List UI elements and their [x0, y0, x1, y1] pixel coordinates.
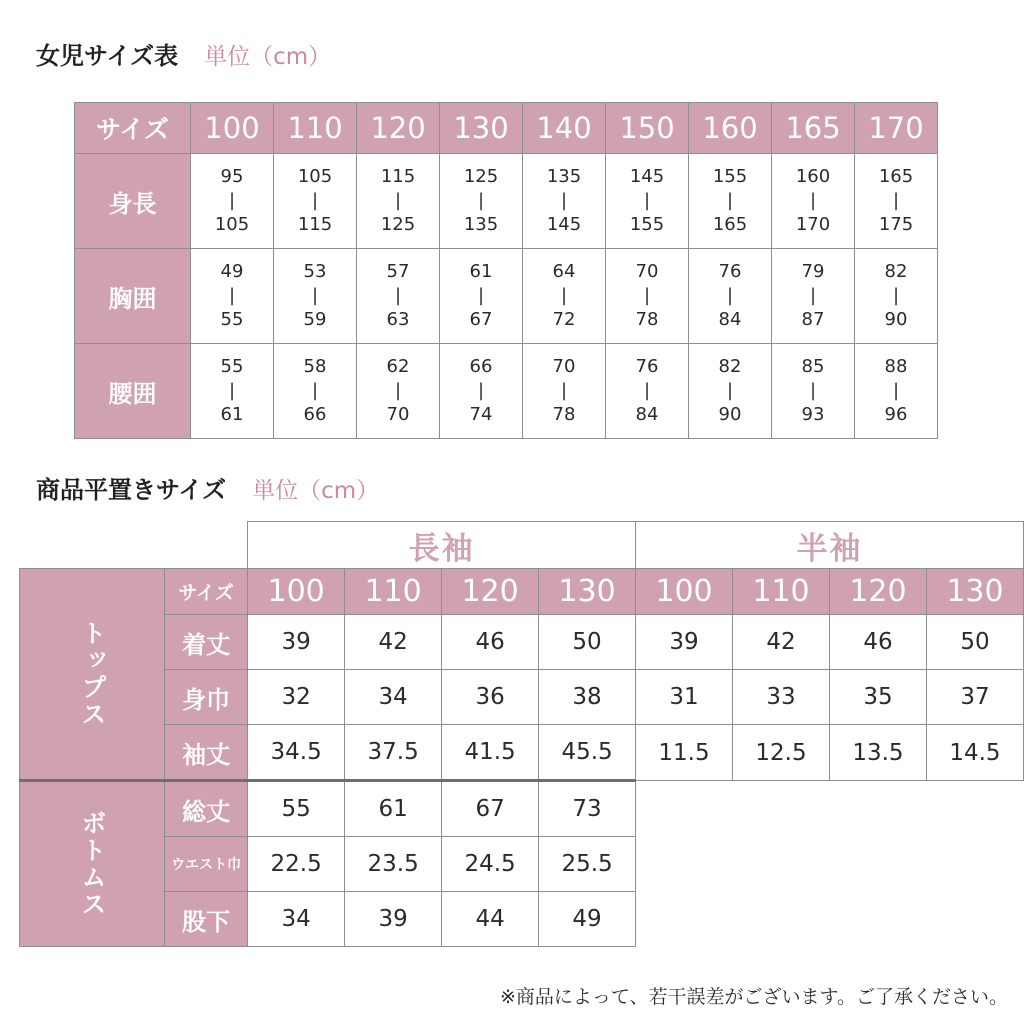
long-sleeve-value: 45.5 [539, 725, 636, 781]
range-min: 165 [878, 166, 914, 187]
range-separator: | [477, 380, 485, 401]
short-sleeve-value: 31 [636, 670, 733, 725]
range-min: 125 [463, 166, 499, 187]
range-separator: | [477, 190, 485, 211]
sleeve-category-row [20, 522, 1024, 569]
range-separator: | [311, 285, 319, 306]
range-cell [606, 249, 689, 344]
bottoms-value: 24.5 [442, 837, 539, 892]
tops-measurement-label: 着丈 [165, 615, 248, 670]
bottoms-value: 22.5 [248, 837, 345, 892]
range-separator: | [560, 190, 568, 211]
range-cell [357, 154, 440, 249]
range-cell [689, 344, 772, 439]
bottoms-measurement-label: 総丈 [165, 781, 248, 837]
range-min: 76 [718, 261, 742, 282]
size-header-170: 170 [855, 103, 938, 154]
range-min: 88 [884, 356, 908, 377]
short-sleeve-value: 46 [829, 615, 926, 670]
short-sleeve-value: 42 [733, 615, 830, 670]
range-max: 155 [629, 214, 665, 235]
range-max: 55 [220, 309, 244, 330]
long-sleeve-value: 42 [345, 615, 442, 670]
short-sleeve-value: 50 [926, 615, 1023, 670]
long-size-100: 100 [248, 569, 345, 615]
bottoms-value: 23.5 [345, 837, 442, 892]
flat-size-table-title-text: 商品平置きサイズ [36, 476, 227, 504]
long-sleeve-value: 34.5 [248, 725, 345, 781]
range-separator: | [726, 380, 734, 401]
range-min: 57 [386, 261, 410, 282]
size-header-110: 110 [274, 103, 357, 154]
bottoms-value: 34 [248, 892, 345, 947]
long-size-120: 120 [442, 569, 539, 615]
range-separator: | [560, 380, 568, 401]
girls-size-table-title [36, 36, 331, 71]
short-sleeve-value: 33 [733, 670, 830, 725]
range-separator: | [394, 285, 402, 306]
measurement-label: 胸囲 [75, 249, 191, 344]
bottoms-measurement-label: ウエスト巾 [165, 837, 248, 892]
long-size-130: 130 [539, 569, 636, 615]
range-max: 96 [884, 404, 908, 425]
range-separator: | [394, 190, 402, 211]
bottoms-row [20, 837, 1024, 892]
range-cell [440, 249, 523, 344]
measurement-row [75, 249, 938, 344]
range-separator: | [228, 285, 236, 306]
range-cell [357, 344, 440, 439]
range-separator: | [892, 380, 900, 401]
bottoms-value: 73 [539, 781, 636, 837]
size-header-100: 100 [191, 103, 274, 154]
range-max: 84 [635, 404, 659, 425]
range-cell [440, 154, 523, 249]
range-min: 95 [220, 166, 244, 187]
range-separator: | [809, 380, 817, 401]
range-min: 70 [635, 261, 659, 282]
bottoms-value: 61 [345, 781, 442, 837]
range-max: 170 [795, 214, 831, 235]
flat-size-table-unit: 単位（cm） [252, 478, 380, 504]
range-min: 105 [297, 166, 333, 187]
girls-size-table [74, 102, 938, 439]
range-cell [772, 154, 855, 249]
bottoms-value: 25.5 [539, 837, 636, 892]
range-min: 79 [801, 261, 825, 282]
range-separator: | [560, 285, 568, 306]
range-separator: | [228, 190, 236, 211]
disclaimer-note: ※商品によって、若干誤差がございます。ご了承ください。 [499, 986, 1008, 1008]
range-max: 145 [546, 214, 582, 235]
long-sleeve-header: 長袖 [248, 522, 636, 569]
size-header-130: 130 [440, 103, 523, 154]
tops-row [20, 725, 1024, 781]
short-sleeve-header: 半袖 [636, 522, 1024, 569]
flat-size-header-label: サイズ [165, 569, 248, 615]
short-sleeve-value: 14.5 [926, 725, 1023, 781]
bottoms-group-label: ボトムス [20, 781, 165, 947]
short-sleeve-value: 35 [829, 670, 926, 725]
range-max: 66 [303, 404, 327, 425]
short-sleeve-value: 11.5 [636, 725, 733, 781]
range-cell [191, 249, 274, 344]
range-max: 72 [552, 309, 576, 330]
range-min: 76 [635, 356, 659, 377]
range-max: 84 [718, 309, 742, 330]
range-cell [523, 249, 606, 344]
girls-size-table-unit: 単位（cm） [204, 44, 332, 70]
bottoms-value: 67 [442, 781, 539, 837]
bottoms-value: 44 [442, 892, 539, 947]
tops-measurement-label: 身巾 [165, 670, 248, 725]
measurement-row [75, 154, 938, 249]
range-min: 53 [303, 261, 327, 282]
long-sleeve-value: 32 [248, 670, 345, 725]
range-min: 145 [629, 166, 665, 187]
bottoms-row [20, 892, 1024, 947]
range-separator: | [892, 285, 900, 306]
range-cell [357, 249, 440, 344]
tops-row [20, 615, 1024, 670]
range-max: 135 [463, 214, 499, 235]
measurement-label: 腰囲 [75, 344, 191, 439]
empty-area [636, 781, 1024, 837]
bottoms-row [20, 781, 1024, 837]
range-cell [274, 249, 357, 344]
range-min: 64 [552, 261, 576, 282]
size-header-160: 160 [689, 103, 772, 154]
short-size-120: 120 [829, 569, 926, 615]
range-cell [855, 154, 938, 249]
girls-size-table-title-text: 女児サイズ表 [36, 42, 179, 70]
empty-area [636, 837, 1024, 892]
long-sleeve-value: 34 [345, 670, 442, 725]
tops-row [20, 670, 1024, 725]
range-cell [606, 154, 689, 249]
bottoms-value: 55 [248, 781, 345, 837]
size-header-165: 165 [772, 103, 855, 154]
short-size-100: 100 [636, 569, 733, 615]
size-header-120: 120 [357, 103, 440, 154]
range-cell [855, 344, 938, 439]
range-separator: | [892, 190, 900, 211]
range-min: 66 [469, 356, 493, 377]
long-sleeve-value: 38 [539, 670, 636, 725]
range-cell [523, 154, 606, 249]
long-sleeve-value: 36 [442, 670, 539, 725]
tops-measurement-label: 袖丈 [165, 725, 248, 781]
range-separator: | [311, 380, 319, 401]
range-max: 105 [214, 214, 250, 235]
range-max: 87 [801, 309, 825, 330]
range-separator: | [643, 285, 651, 306]
range-min: 49 [220, 261, 244, 282]
range-cell [772, 344, 855, 439]
range-separator: | [643, 190, 651, 211]
range-cell [274, 344, 357, 439]
measurement-row [75, 344, 938, 439]
empty-area [636, 892, 1024, 947]
range-cell [772, 249, 855, 344]
range-max: 67 [469, 309, 493, 330]
short-sleeve-value: 37 [926, 670, 1023, 725]
size-header-150: 150 [606, 103, 689, 154]
range-max: 115 [297, 214, 333, 235]
range-min: 82 [718, 356, 742, 377]
range-separator: | [726, 190, 734, 211]
range-min: 82 [884, 261, 908, 282]
short-sleeve-value: 13.5 [829, 725, 926, 781]
range-min: 135 [546, 166, 582, 187]
range-max: 165 [712, 214, 748, 235]
bottoms-value: 49 [539, 892, 636, 947]
long-sleeve-value: 41.5 [442, 725, 539, 781]
long-sleeve-value: 50 [539, 615, 636, 670]
range-min: 115 [380, 166, 416, 187]
long-sleeve-value: 39 [248, 615, 345, 670]
range-min: 62 [386, 356, 410, 377]
range-separator: | [809, 285, 817, 306]
range-separator: | [643, 380, 651, 401]
range-separator: | [311, 190, 319, 211]
blank-corner [20, 522, 248, 569]
range-cell [689, 154, 772, 249]
range-max: 74 [469, 404, 493, 425]
tops-group-label: トップス [20, 569, 165, 781]
short-size-110: 110 [733, 569, 830, 615]
flat-size-table-title [36, 470, 379, 505]
flat-size-table [19, 521, 1024, 947]
range-max: 93 [801, 404, 825, 425]
long-size-110: 110 [345, 569, 442, 615]
range-separator: | [228, 380, 236, 401]
size-header-label: サイズ [75, 103, 191, 154]
range-min: 58 [303, 356, 327, 377]
range-max: 90 [718, 404, 742, 425]
range-cell [606, 344, 689, 439]
range-min: 55 [220, 356, 244, 377]
flat-size-table-body [20, 522, 1024, 947]
range-min: 70 [552, 356, 576, 377]
short-sleeve-value: 39 [636, 615, 733, 670]
range-separator: | [477, 285, 485, 306]
range-cell [191, 344, 274, 439]
bottoms-value: 39 [345, 892, 442, 947]
range-min: 160 [795, 166, 831, 187]
long-sleeve-value: 37.5 [345, 725, 442, 781]
bottoms-measurement-label: 股下 [165, 892, 248, 947]
range-max: 78 [552, 404, 576, 425]
range-max: 70 [386, 404, 410, 425]
size-header-140: 140 [523, 103, 606, 154]
range-min: 85 [801, 356, 825, 377]
girls-size-header-row [75, 103, 938, 154]
range-cell [855, 249, 938, 344]
girls-size-table-body [75, 103, 938, 439]
range-max: 78 [635, 309, 659, 330]
range-min: 155 [712, 166, 748, 187]
range-cell [440, 344, 523, 439]
range-max: 63 [386, 309, 410, 330]
short-sleeve-value: 12.5 [733, 725, 830, 781]
short-size-130: 130 [926, 569, 1023, 615]
long-sleeve-value: 46 [442, 615, 539, 670]
range-separator: | [726, 285, 734, 306]
range-max: 175 [878, 214, 914, 235]
range-min: 61 [469, 261, 493, 282]
flat-size-header-row [20, 569, 1024, 615]
measurement-label: 身長 [75, 154, 191, 249]
range-max: 125 [380, 214, 416, 235]
range-cell [689, 249, 772, 344]
range-cell [191, 154, 274, 249]
range-max: 59 [303, 309, 327, 330]
range-max: 90 [884, 309, 908, 330]
range-cell [274, 154, 357, 249]
range-max: 61 [220, 404, 244, 425]
range-cell [523, 344, 606, 439]
range-separator: | [809, 190, 817, 211]
range-separator: | [394, 380, 402, 401]
